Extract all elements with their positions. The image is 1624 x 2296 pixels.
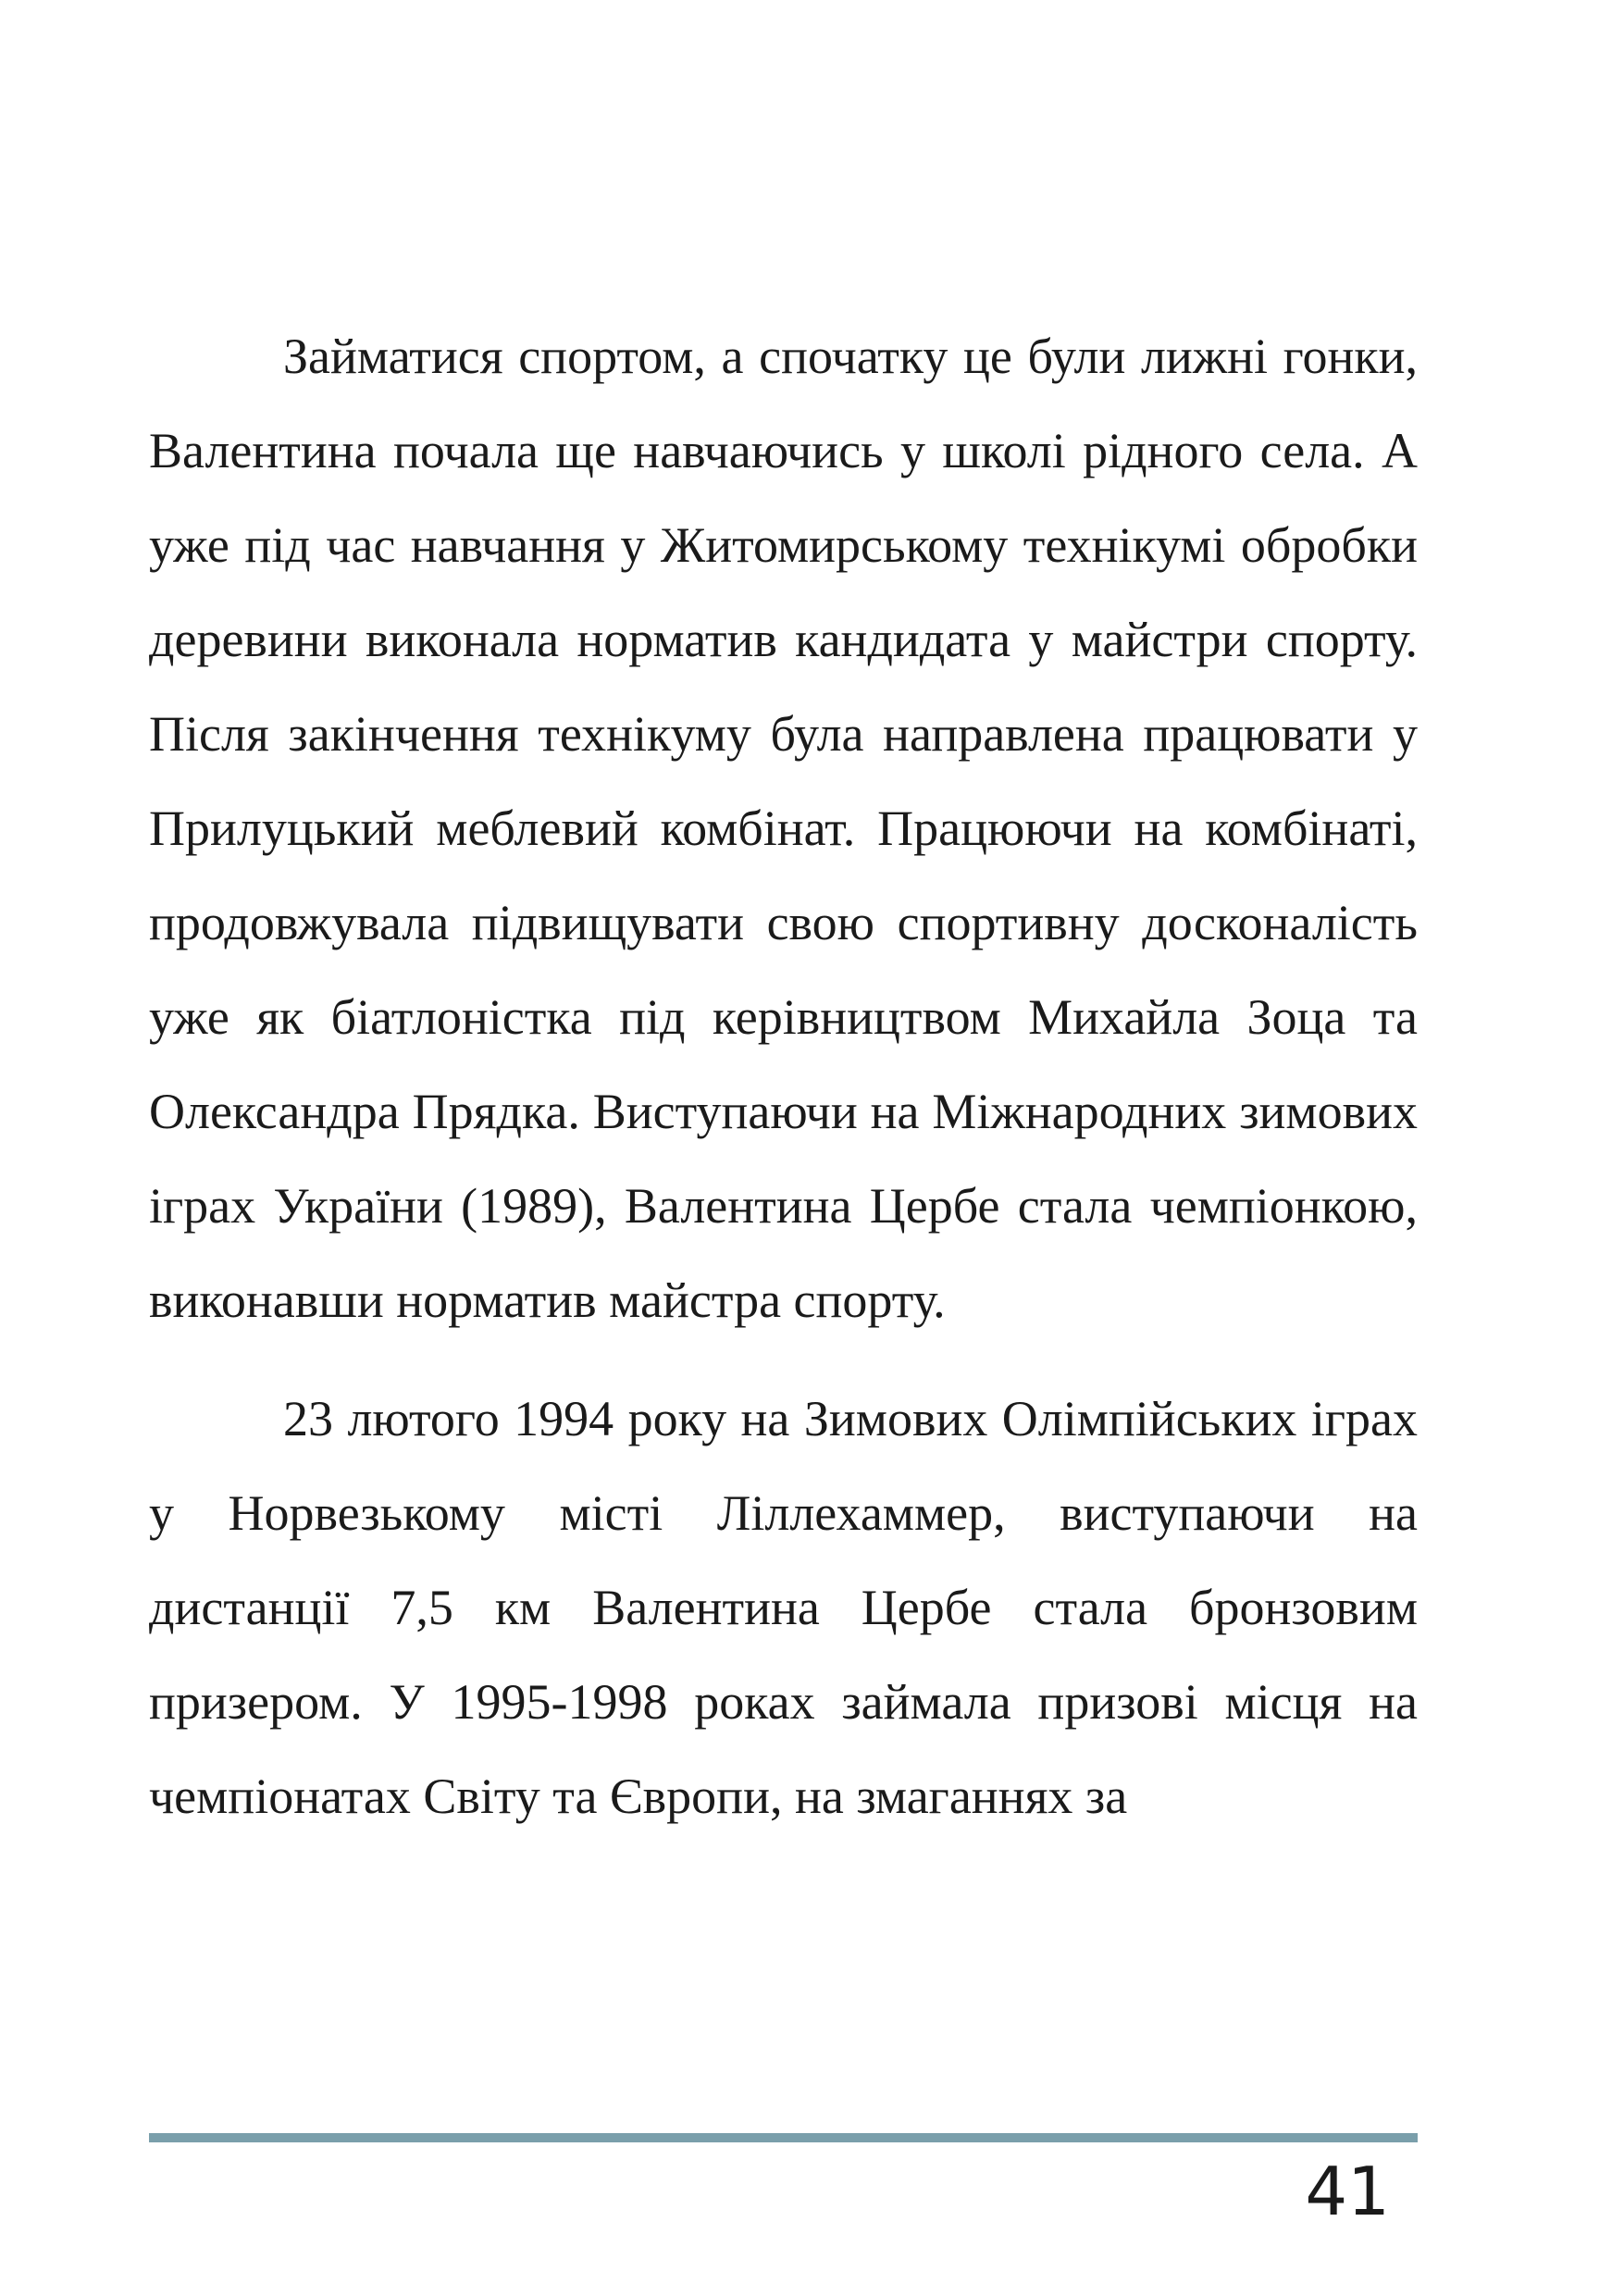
paragraph-1: Займатися спортом, а спочатку це були лижні гонки, Валентина почала ще навчаючись у школі рідного села. А уже під час навчання у Житомирському технікумі обробки деревини виконала норматив кандидата у майстри спорту. Після закінчення технікуму була направлена працювати у Прилуцький меблевий комбінат. Працюючи на комбінаті, продовжувала підвищувати свою спортивну досконалість уже як біатлоністка під керівництвом Михайла Зоца та Олександра Прядка. Виступаючи на Міжнародних зимових іграх України (1989), Валентина Цербе стала чемпіонкою, виконавши норматив майстра спорту. (149, 329, 1418, 1328)
page-number: 41 (1305, 2153, 1390, 2230)
footer-divider (149, 2133, 1418, 2142)
paragraph-2: 23 лютого 1994 року на Зимових Олімпійських іграх у Норвезькому місті Ліллехаммер, виступаючи на дистанції 7,5 км Валентина Цербе стала бронзовим призером. У 1995-1998 роках займала призові місця на чемпіонатах Світу та Європи, на змаганнях за (149, 1391, 1418, 1824)
page-body (149, 309, 1418, 1843)
